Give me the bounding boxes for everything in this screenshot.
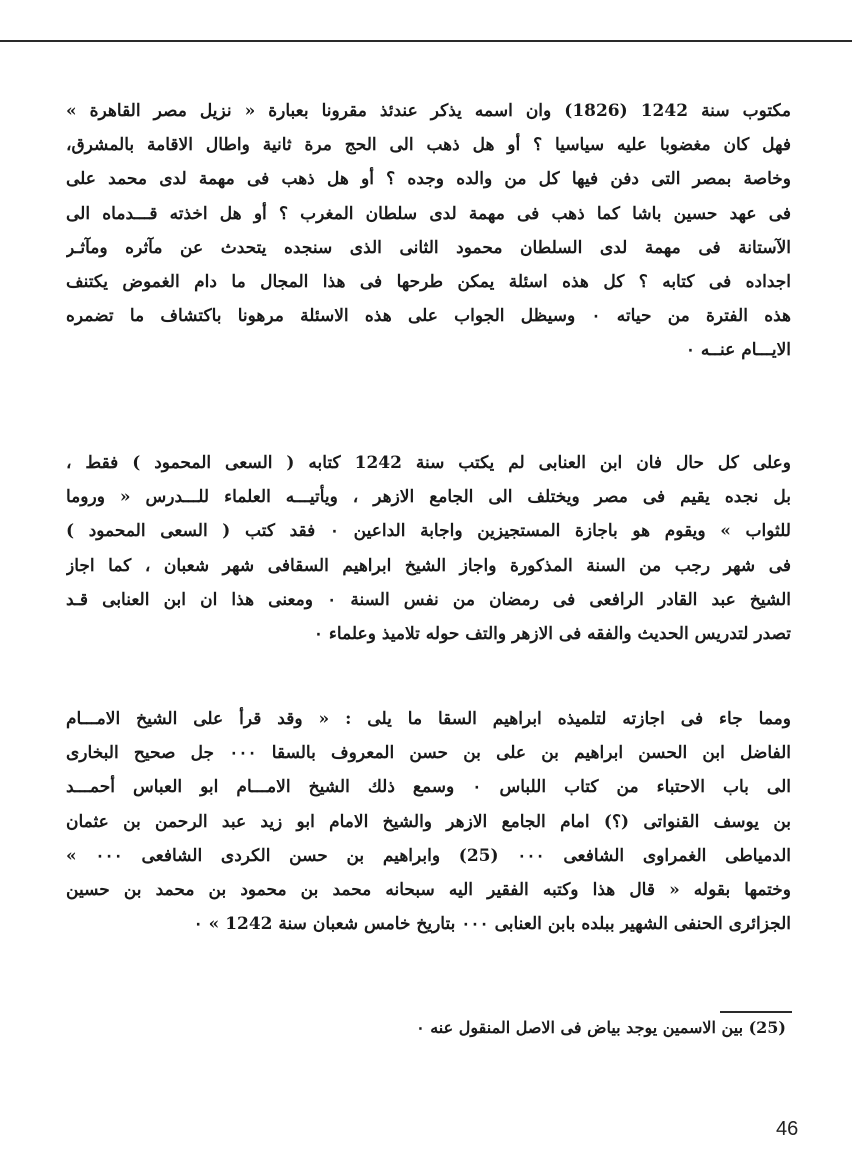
header-rule: [0, 40, 852, 42]
paragraph-line: الدمياطى الغمراوى الشافعى ٠٠٠ (25) وابراهيم بن حسن الكردى الشافعى ٠٠٠ »: [66, 845, 791, 866]
paragraph-line: مكتوب سنة 1242 (1826) وان اسمه يذكر عندئذ مقرونا بعبارة « نزيل مصر القاهرة »: [66, 101, 791, 121]
footnote-rule: [720, 1011, 792, 1013]
paragraph-line: اجداده فى كتابه ؟ كل هذه اسئلة يمكن طرحها فى هذا المجال ما دام الغموض يكتنف: [66, 272, 791, 293]
paragraph-line: وعلى كل حال فان ابن العنابى لم يكتب سنة 1242 كتابه ( السعى المحمود ) فقط ،: [66, 453, 791, 473]
paragraph-3: [66, 702, 791, 941]
paragraph-line: فى شهر رجب من السنة المذكورة واجاز الشيخ ابراهيم السقافى شهر شعبان ، كما اجاز: [66, 555, 791, 576]
paragraph-line: فهل كان مغضوبا عليه سياسيا ؟ أو هل ذهب الى الحج مرة ثانية واطال الاقامة بالمشرق،: [66, 135, 791, 156]
paragraph-line: الايـــام عنــه ٠: [685, 340, 791, 361]
paragraph-line: الفاضل ابن الحسن ابراهيم بن على بن حسن المعروف بالسقا ٠٠٠ جل صحيح البخارى: [66, 743, 791, 764]
page-number: 46: [776, 1118, 799, 1140]
paragraph-line: هذه الفترة من حياته ٠ وسيظل الجواب على هذه الاسئلة مرهونا باكتشاف ما تضمره: [66, 306, 791, 327]
paragraph-line: الى باب الاحتباء من كتاب اللباس ٠ وسمع ذلك الشيخ الامـــام ابو العباس أحمـــد: [66, 777, 791, 798]
paragraph-line: بل نجده يقيم فى مصر ويختلف الى الجامع الازهر ، ويأتيـــه العلماء للـــدرس « وروما: [66, 487, 791, 508]
paragraph-line: تصدر لتدريس الحديث والفقه فى الازهر والتف حوله تلاميذ وعلماء ٠: [313, 624, 791, 645]
paragraph-line: بن يوسف القنواتى (؟) امام الجامع الازهر والشيخ الامام ابو زيد عبد الرحمن بن عثمان: [66, 811, 791, 832]
paragraph-line: وختمها بقوله « قال هذا وكتبه الفقير اليه سبحانه محمد بن محمود بن محمد بن حسين: [66, 880, 791, 901]
paragraph-line: للثواب » ويقوم هو باجازة المستجيزين واجابة الداعين ٠ فقد كتب ( السعى المحمود ): [66, 521, 791, 542]
paragraph-line: الآستانة فى مهمة لدى السلطان محمود الثانى الذى سنجده يتحدث عن مآثره ومآثـر: [66, 237, 791, 258]
paragraph-line: الجزائرى الحنفى الشهير ببلده بابن العنابى ٠٠٠ بتاريخ خامس شعبان سنة 1242 » ٠: [193, 914, 791, 935]
paragraph-line: فى عهد حسين باشا كما ذهب فى مهمة لدى سلطان المغرب ؟ أو هل اخذته قـــدماه الى: [66, 203, 791, 224]
paragraph-1: [66, 94, 791, 368]
paragraph-2: [66, 446, 791, 651]
footnote: (25) بين الاسمين يوجد بياض فى الاصل المنقول عنه ٠: [416, 1018, 786, 1037]
paragraph-line: ومما جاء فى اجازته لتلميذه ابراهيم السقا ما يلى : « وقد قرأ على الشيخ الامـــام: [66, 709, 791, 729]
paragraph-line: وخاصة بمصر التى دفن فيها كل من والده وجده ؟ أو هل ذهب فى مهمة لدى محمد على: [66, 169, 791, 190]
paragraph-line: الشيخ عبد القادر الرافعى فى رمضان من نفس السنة ٠ ومعنى هذا ان ابن العنابى قـد: [66, 589, 791, 610]
